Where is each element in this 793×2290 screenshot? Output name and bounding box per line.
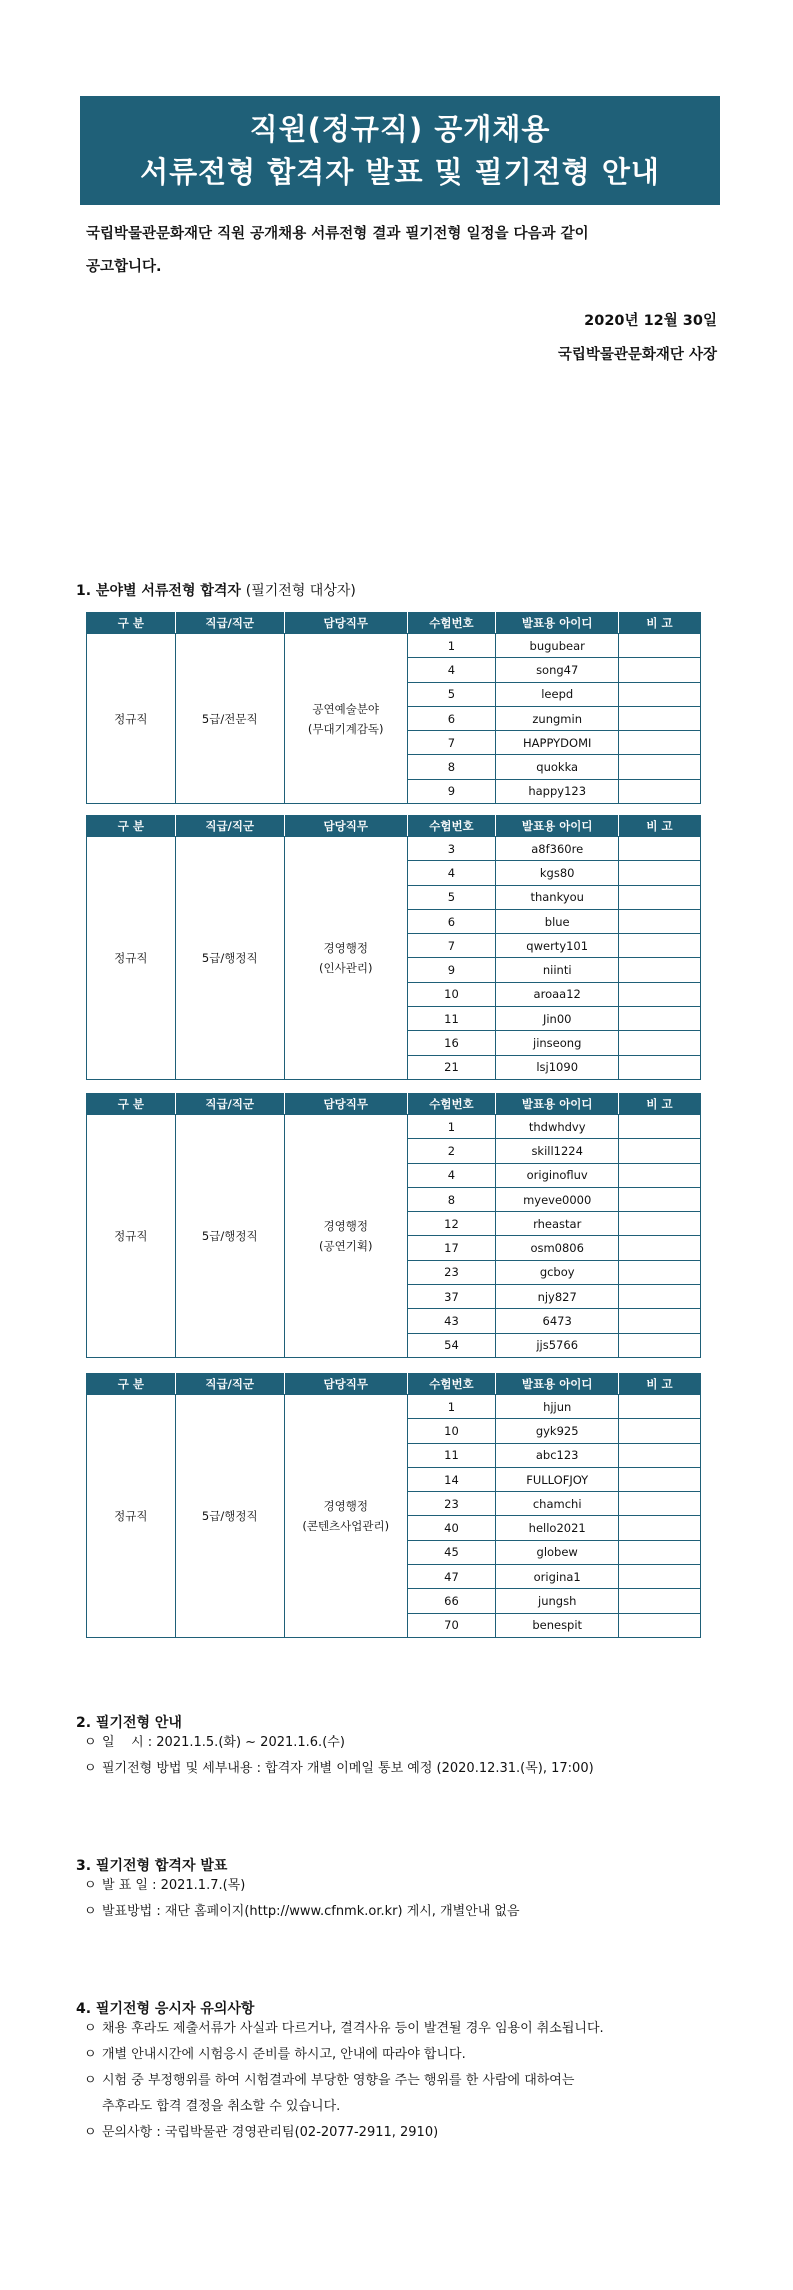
list-item (84, 1756, 594, 1782)
announcement-id-cell: qwerty101 (496, 934, 619, 958)
issuer-name: 국립박물관문화재단 사장 (557, 347, 717, 363)
announcement-id-cell: kgs80 (496, 861, 619, 885)
remarks-cell (619, 885, 701, 909)
remarks-cell (619, 934, 701, 958)
list-item-text: 개별 안내시간에 시험응시 준비를 하시고, 안내에 따라야 합니다. (102, 2047, 466, 2062)
exam-number-cell: 7 (407, 934, 496, 958)
announcement-id-cell: chamchi (496, 1492, 619, 1516)
column-header: 담당직무 (284, 1094, 407, 1115)
duty-cell (284, 1115, 407, 1358)
table-row (87, 837, 701, 861)
column-header: 수험번호 (407, 816, 496, 837)
section-1-title (76, 580, 356, 600)
exam-number-cell: 54 (407, 1333, 496, 1357)
table-row (87, 1395, 701, 1419)
announcement-id-cell: aroaa12 (496, 982, 619, 1006)
list-item-text: 필기전형 방법 및 세부내용 : 합격자 개별 이메일 통보 예정 (2020.12.31.(목), 17:00) (102, 1761, 594, 1776)
exam-number-cell: 4 (407, 861, 496, 885)
results-table-stage-mechanics (86, 612, 701, 804)
remarks-cell (619, 731, 701, 755)
remarks-cell (619, 1419, 701, 1443)
list-item (84, 2016, 724, 2042)
intro-line-2: 공고합니다. (86, 259, 162, 275)
notice-date: 2020년 12월 30일 (584, 313, 717, 329)
announcement-id-cell: Jin00 (496, 1007, 619, 1031)
column-header: 발표용 아이디 (496, 613, 619, 634)
column-header: 담당직무 (284, 1374, 407, 1395)
remarks-cell (619, 861, 701, 885)
announcement-id-cell: rheastar (496, 1212, 619, 1236)
grade-cell: 5급/행정직 (175, 1115, 284, 1358)
announcement-id-cell: benespit (496, 1613, 619, 1637)
exam-number-cell: 70 (407, 1613, 496, 1637)
column-header: 발표용 아이디 (496, 1094, 619, 1115)
remarks-cell (619, 1115, 701, 1139)
remarks-cell (619, 1007, 701, 1031)
remarks-cell (619, 1516, 701, 1540)
list-item (84, 2120, 724, 2146)
column-header: 직급/직군 (175, 1374, 284, 1395)
remarks-cell (619, 1055, 701, 1079)
exam-number-cell: 10 (407, 982, 496, 1006)
exam-number-cell: 12 (407, 1212, 496, 1236)
column-header: 직급/직군 (175, 1094, 284, 1115)
announcement-id-cell: happy123 (496, 779, 619, 803)
announcement-id-cell: hjjun (496, 1395, 619, 1419)
exam-number-cell: 37 (407, 1285, 496, 1309)
section-2-body (84, 1730, 594, 1782)
announcement-id-cell: hello2021 (496, 1516, 619, 1540)
exam-number-cell: 9 (407, 779, 496, 803)
exam-number-cell: 8 (407, 755, 496, 779)
exam-number-cell: 23 (407, 1260, 496, 1284)
remarks-cell (619, 1236, 701, 1260)
remarks-cell (619, 1540, 701, 1564)
list-item (84, 1873, 520, 1899)
column-header: 비 고 (619, 1374, 701, 1395)
remarks-cell (619, 1212, 701, 1236)
column-header: 구 분 (87, 1374, 176, 1395)
bullet-icon: ㅇ (84, 2047, 97, 2062)
announcement-id-cell: FULLOFJOY (496, 1467, 619, 1491)
duty-line-1: 경영행정 (323, 1498, 368, 1513)
announcement-id-cell: song47 (496, 658, 619, 682)
remarks-cell (619, 1285, 701, 1309)
exam-number-cell: 1 (407, 1115, 496, 1139)
results-table-performance-planning (86, 1093, 701, 1358)
table-header-row (87, 1374, 701, 1395)
remarks-cell (619, 706, 701, 730)
remarks-cell (619, 1187, 701, 1211)
column-header: 비 고 (619, 1094, 701, 1115)
remarks-cell (619, 1443, 701, 1467)
bullet-icon: ㅇ (84, 1761, 97, 1776)
remarks-cell (619, 1613, 701, 1637)
section-4-body (84, 2016, 724, 2146)
announcement-id-cell: jjs5766 (496, 1333, 619, 1357)
announcement-id-cell: myeve0000 (496, 1187, 619, 1211)
announcement-id-cell: gcboy (496, 1260, 619, 1284)
column-header: 비 고 (619, 613, 701, 634)
announcement-id-cell: leepd (496, 682, 619, 706)
exam-number-cell: 1 (407, 1395, 496, 1419)
announcement-id-cell: gyk925 (496, 1419, 619, 1443)
column-header: 담당직무 (284, 816, 407, 837)
grade-cell: 5급/행정직 (175, 1395, 284, 1638)
table-row (87, 1115, 701, 1139)
exam-number-cell: 23 (407, 1492, 496, 1516)
announcement-id-cell: thdwhdvy (496, 1115, 619, 1139)
announcement-id-cell: bugubear (496, 634, 619, 658)
duty-line-1: 경영행정 (323, 940, 368, 955)
duty-cell (284, 837, 407, 1080)
exam-number-cell: 45 (407, 1540, 496, 1564)
exam-number-cell: 8 (407, 1187, 496, 1211)
announcement-id-cell: HAPPYDOMI (496, 731, 619, 755)
exam-number-cell: 14 (407, 1467, 496, 1491)
announcement-id-cell: niinti (496, 958, 619, 982)
column-header: 수험번호 (407, 1094, 496, 1115)
remarks-cell (619, 1492, 701, 1516)
announcement-id-cell: zungmin (496, 706, 619, 730)
column-header: 수험번호 (407, 613, 496, 634)
exam-number-cell: 16 (407, 1031, 496, 1055)
list-item-text: 발 표 일 : 2021.1.7.(목) (102, 1878, 246, 1893)
table-row (87, 634, 701, 658)
column-header: 발표용 아이디 (496, 816, 619, 837)
category-cell: 정규직 (87, 837, 176, 1080)
remarks-cell (619, 634, 701, 658)
bullet-icon: ㅇ (84, 2073, 97, 2088)
section-1-heading: 1. 분야별 서류전형 합격자 (76, 583, 241, 599)
bullet-icon: ㅇ (84, 1735, 97, 1750)
exam-number-cell: 43 (407, 1309, 496, 1333)
remarks-cell (619, 1589, 701, 1613)
list-item-text: 문의사항 : 국립박물관 경영관리팀(02-2077-2911, 2910) (102, 2125, 439, 2140)
remarks-cell (619, 755, 701, 779)
duty-line-2: (인사관리) (319, 960, 373, 975)
exam-number-cell: 9 (407, 958, 496, 982)
remarks-cell (619, 1309, 701, 1333)
remarks-cell (619, 1565, 701, 1589)
table-header-row (87, 613, 701, 634)
bullet-icon: ㅇ (84, 2125, 97, 2140)
remarks-cell (619, 1163, 701, 1187)
column-header: 담당직무 (284, 613, 407, 634)
bullet-icon: ㅇ (84, 1904, 97, 1919)
title-line-2: 서류전형 합격자 발표 및 필기전형 안내 (140, 154, 660, 189)
exam-number-cell: 5 (407, 682, 496, 706)
exam-number-cell: 47 (407, 1565, 496, 1589)
exam-number-cell: 10 (407, 1419, 496, 1443)
remarks-cell (619, 1395, 701, 1419)
exam-number-cell: 4 (407, 1163, 496, 1187)
announcement-id-cell: blue (496, 909, 619, 933)
column-header: 구 분 (87, 613, 176, 634)
column-header: 직급/직군 (175, 816, 284, 837)
table-header-row (87, 816, 701, 837)
remarks-cell (619, 658, 701, 682)
results-table-content-business (86, 1373, 701, 1638)
intro-text (86, 218, 726, 284)
remarks-cell (619, 682, 701, 706)
signature-block (558, 304, 717, 372)
exam-number-cell: 11 (407, 1007, 496, 1031)
remarks-cell (619, 837, 701, 861)
duty-line-1: 경영행정 (323, 1218, 368, 1233)
exam-number-cell: 7 (407, 731, 496, 755)
category-cell: 정규직 (87, 1395, 176, 1638)
exam-number-cell: 66 (407, 1589, 496, 1613)
announcement-id-cell: jungsh (496, 1589, 619, 1613)
announcement-id-cell: abc123 (496, 1443, 619, 1467)
exam-number-cell: 40 (407, 1516, 496, 1540)
announcement-id-cell: originofluv (496, 1163, 619, 1187)
exam-number-cell: 17 (407, 1236, 496, 1260)
category-cell: 정규직 (87, 634, 176, 804)
remarks-cell (619, 909, 701, 933)
section-4-title: 4. 필기전형 응시자 유의사항 (76, 2001, 255, 2017)
exam-number-cell: 4 (407, 658, 496, 682)
list-item-continuation: 추후라도 합격 결정을 취소할 수 있습니다. (102, 2099, 341, 2114)
duty-cell (284, 634, 407, 804)
duty-line-2: (공연기획) (319, 1238, 373, 1253)
remarks-cell (619, 1260, 701, 1284)
duty-cell (284, 1395, 407, 1638)
announcement-id-cell: quokka (496, 755, 619, 779)
column-header: 수험번호 (407, 1374, 496, 1395)
announcement-id-cell: njy827 (496, 1285, 619, 1309)
section-2-title: 2. 필기전형 안내 (76, 1715, 182, 1731)
remarks-cell (619, 1333, 701, 1357)
remarks-cell (619, 1031, 701, 1055)
list-item-text: 일 시 : 2021.1.5.(화) ~ 2021.1.6.(수) (102, 1735, 345, 1750)
column-header: 비 고 (619, 816, 701, 837)
list-item (84, 1730, 594, 1756)
column-header: 발표용 아이디 (496, 1374, 619, 1395)
duty-line-2: (콘텐츠사업관리) (302, 1518, 390, 1533)
announcement-id-cell: a8f360re (496, 837, 619, 861)
section-3-title: 3. 필기전형 합격자 발표 (76, 1858, 228, 1874)
exam-number-cell: 6 (407, 706, 496, 730)
exam-number-cell: 2 (407, 1139, 496, 1163)
list-item-text: 채용 후라도 제출서류가 사실과 다르거나, 결격사유 등이 발견될 경우 임용이 취소됩니다. (102, 2021, 604, 2036)
section-1-subtitle: (필기전형 대상자) (245, 583, 356, 599)
remarks-cell (619, 1467, 701, 1491)
list-item (84, 2042, 724, 2068)
column-header: 구 분 (87, 1094, 176, 1115)
results-table-hr (86, 815, 701, 1080)
bullet-icon: ㅇ (84, 1878, 97, 1893)
list-item-text: 시험 중 부정행위를 하여 시험결과에 부당한 영향을 주는 행위를 한 사람에 대하여는 (102, 2073, 575, 2088)
exam-number-cell: 11 (407, 1443, 496, 1467)
column-header: 직급/직군 (175, 613, 284, 634)
announcement-id-cell: jinseong (496, 1031, 619, 1055)
exam-number-cell: 3 (407, 837, 496, 861)
remarks-cell (619, 982, 701, 1006)
announcement-id-cell: osm0806 (496, 1236, 619, 1260)
section-3-body (84, 1873, 520, 1925)
list-item-text: 발표방법 : 재단 홈페이지(http://www.cfnmk.or.kr) 게시, 개별안내 없음 (102, 1904, 520, 1919)
remarks-cell (619, 1139, 701, 1163)
list-item (84, 2068, 724, 2094)
remarks-cell (619, 958, 701, 982)
grade-cell: 5급/행정직 (175, 837, 284, 1080)
exam-number-cell: 6 (407, 909, 496, 933)
announcement-id-cell: thankyou (496, 885, 619, 909)
exam-number-cell: 5 (407, 885, 496, 909)
exam-number-cell: 21 (407, 1055, 496, 1079)
announcement-id-cell: origina1 (496, 1565, 619, 1589)
table-header-row (87, 1094, 701, 1115)
bullet-icon: ㅇ (84, 2021, 97, 2036)
duty-line-1: 공연예술분야 (312, 701, 380, 716)
remarks-cell (619, 779, 701, 803)
category-cell: 정규직 (87, 1115, 176, 1358)
announcement-id-cell: globew (496, 1540, 619, 1564)
list-item (84, 1899, 520, 1925)
title-banner (80, 96, 720, 205)
grade-cell: 5급/전문직 (175, 634, 284, 804)
duty-line-2: (무대기계감독) (307, 721, 384, 736)
title-line-1: 직원(정규직) 공개채용 (249, 111, 551, 146)
intro-line-1: 국립박물관문화재단 직원 공개채용 서류전형 결과 필기전형 일정을 다음과 같이 (86, 226, 589, 242)
exam-number-cell: 1 (407, 634, 496, 658)
announcement-id-cell: 6473 (496, 1309, 619, 1333)
announcement-id-cell: lsj1090 (496, 1055, 619, 1079)
column-header: 구 분 (87, 816, 176, 837)
announcement-id-cell: skill1224 (496, 1139, 619, 1163)
